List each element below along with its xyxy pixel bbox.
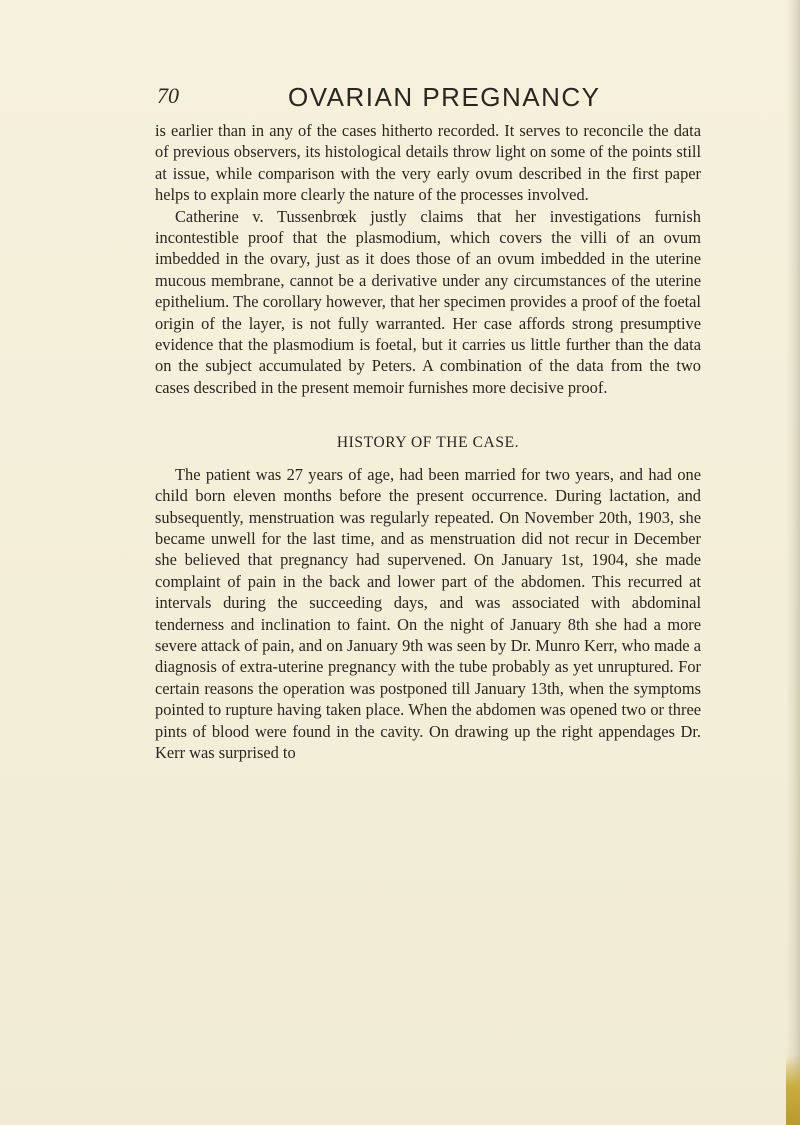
paragraph-tussenbroek: Catherine v. Tussenbrœk justly claims that her investigations furnish incontestible proof that the plasmodium, which covers the villi of an ovum imbedded in the ovary, just as it does those of an ovum imbedded in the uterine mucous membrane, cannot be a derivative under any circumstances of the uterine epithelium. The corollary however, that her specimen provides a proof of the foetal origin of the layer, is not fully warranted. Her case affords strong presumptive evidence that the plasmodium is foetal, but it carries us little further than the data on the subject accumulated by Peters. A combination of the data from the two cases described in the present memoir furnishes more decisive proof. bbox=[155, 206, 701, 397]
page-edge-discoloration bbox=[786, 1055, 800, 1125]
section-heading: HISTORY OF THE CASE. bbox=[336, 434, 520, 452]
page-edge-shadow bbox=[786, 0, 800, 1125]
paragraph-continuation: is earlier than in any of the cases hitherto recorded. It serves to reconcile the data of previous observers, its histological details throw light on some of the points still at issue, while comparison with the very early ovum described in the first paper helps to explain more clearly the nature of the processes involved. bbox=[155, 121, 701, 205]
body-text bbox=[155, 120, 701, 763]
running-title: OVARIAN PREGNANCY bbox=[288, 82, 601, 112]
page-number: 70 bbox=[157, 83, 179, 108]
paragraph-case-history: The patient was 27 years of age, had been married for two years, and had one child born eleven months before the present occurrence. During lactation, and subsequently, menstruation was regularly repeated. On November 20th, 1903, she became unwell for the last time, and as menstruation did not recur in December she believed that pregnancy had supervened. On January 1st, 1904, she made complaint of pain in the back and lower part of the abdomen. This recurred at intervals during the succeeding days, and was associated with abdominal tenderness and inclination to faint. On the night of January 8th she had a more severe attack of pain, and on January 9th was seen by Dr. Munro Kerr, who made a diagnosis of extra-uterine pregnancy with the tube probably as yet unruptured. For certain reasons the operation was postponed till January 13th, when the symptoms pointed to rupture having taken place. When the abdomen was opened two or three pints of blood were found in the cavity. On drawing up the right appendages Dr. Kerr was surprised to bbox=[155, 464, 701, 762]
